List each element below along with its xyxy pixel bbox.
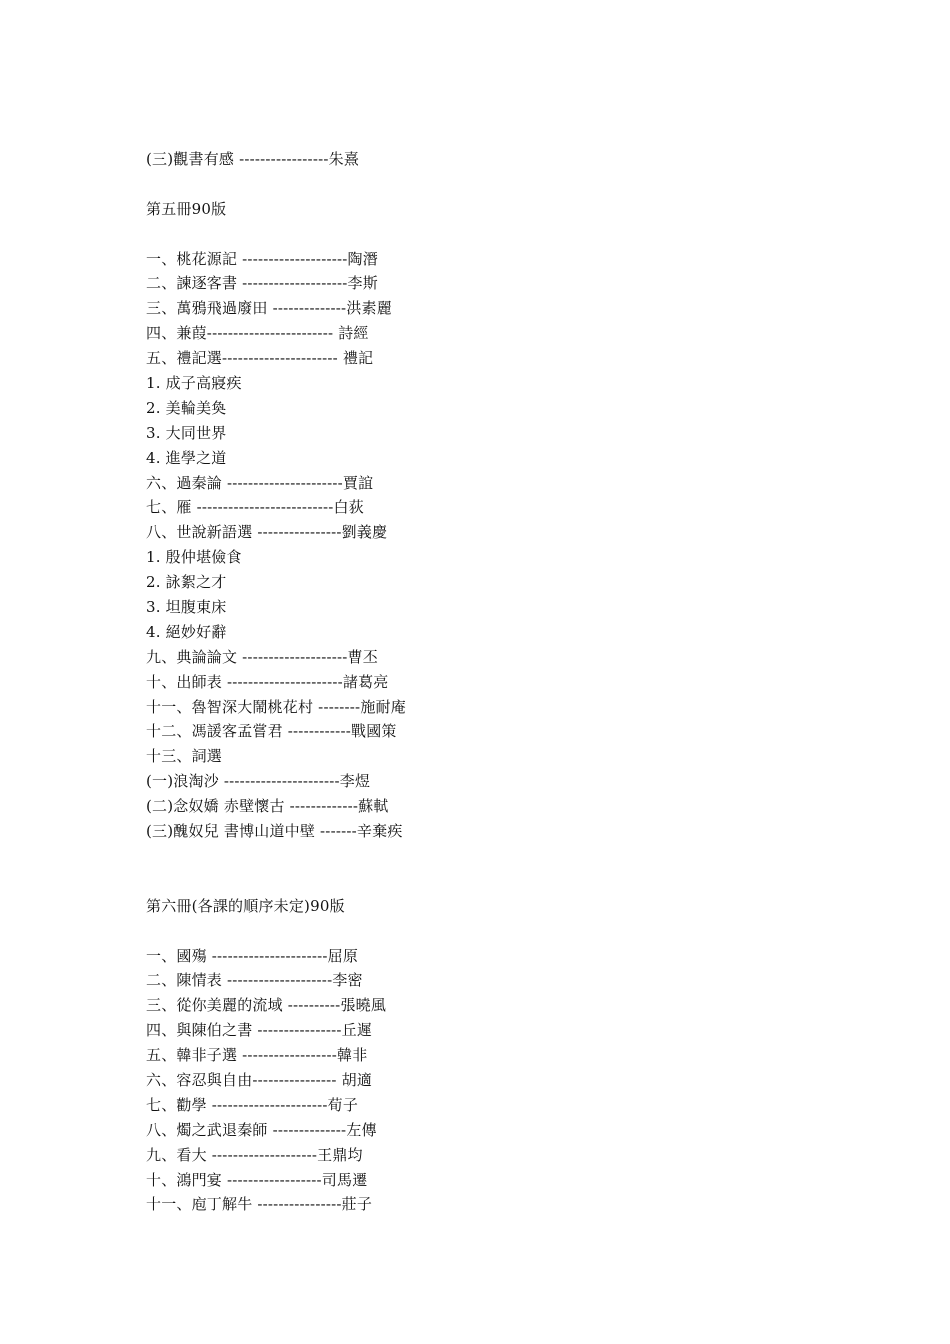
lesson-line: 七、勸學 ----------------------荀子	[146, 1095, 359, 1114]
lesson-line: 九、典論論文 --------------------曹丕	[146, 647, 378, 666]
lesson-line: (二)念奴嬌 赤壁懷古 -------------蘇軾	[146, 797, 389, 816]
lesson-line: 二、陳情表 --------------------李密	[146, 971, 363, 990]
lesson-line: 十、鴻門宴 ------------------司馬遷	[146, 1170, 368, 1189]
lesson-line: 十二、馮諼客孟嘗君 ------------戰國策	[146, 722, 397, 741]
blank-line	[146, 172, 846, 197]
book5-lesson-list	[146, 247, 846, 844]
lesson-line: 四、與陳伯之書 ----------------丘遲	[146, 1021, 373, 1040]
lesson-line: (一)浪淘沙 ----------------------李煜	[146, 772, 371, 791]
lesson-line: 三、萬鴉飛過廢田 --------------洪素麗	[146, 299, 392, 318]
lesson-line: 2. 美輪美奐	[146, 398, 227, 417]
lesson-line: 七、雁 --------------------------白荻	[146, 498, 364, 517]
blank-line	[146, 869, 846, 894]
lesson-line: 3. 坦腹東床	[146, 598, 227, 617]
lesson-line: 八、世說新語選 ----------------劉義慶	[146, 523, 388, 542]
lesson-line: 4. 絕妙好辭	[146, 622, 227, 641]
section-title: 第六冊(各課的順序未定)90版	[146, 896, 345, 915]
text-line: (三)觀書有感 -----------------朱熹	[146, 150, 360, 168]
lesson-line: 十一、魯智深大鬧桃花村 --------施耐庵	[146, 697, 406, 716]
blank-line	[146, 222, 846, 247]
document-page	[146, 147, 846, 1217]
section-title: 第五冊90版	[146, 199, 227, 218]
lesson-line: 五、禮記選---------------------- 禮記	[146, 349, 374, 368]
lesson-line: 十三、詞選	[146, 747, 223, 766]
lesson-line: 四、兼葭------------------------ 詩經	[146, 324, 369, 343]
blank-line	[146, 919, 846, 944]
lesson-line: 一、國殤 ----------------------屈原	[146, 946, 359, 965]
lesson-line: 2. 詠絮之才	[146, 573, 227, 592]
lesson-line: 三、從你美麗的流域 ----------張曉風	[146, 996, 387, 1015]
lesson-line: 六、過秦論 ----------------------賈誼	[146, 473, 374, 492]
lesson-line: 1. 殷仲堪儉食	[146, 548, 242, 567]
lesson-line: 4. 進學之道	[146, 448, 227, 467]
lesson-line: 五、韓非子選 ------------------韓非	[146, 1046, 368, 1065]
lesson-line: 二、諫逐客書 --------------------李斯	[146, 274, 378, 293]
lesson-line: (三)醜奴兒 書博山道中壁 -------辛棄疾	[146, 822, 403, 841]
lesson-line: 六、容忍與自由---------------- 胡適	[146, 1070, 373, 1089]
lesson-line: 一、桃花源記 --------------------陶潛	[146, 249, 378, 268]
lesson-line: 3. 大同世界	[146, 423, 227, 442]
book6-lesson-list	[146, 944, 846, 1218]
lesson-line: 八、燭之武退秦師 --------------左傳	[146, 1120, 377, 1139]
lesson-line: 九、看大 --------------------王鼎均	[146, 1145, 363, 1164]
lesson-line: 1. 成子高寢疾	[146, 374, 242, 393]
blank-line	[146, 844, 846, 869]
lesson-line: 十、出師表 ----------------------諸葛亮	[146, 672, 389, 691]
lesson-line: 十一、庖丁解牛 ----------------莊子	[146, 1195, 373, 1214]
